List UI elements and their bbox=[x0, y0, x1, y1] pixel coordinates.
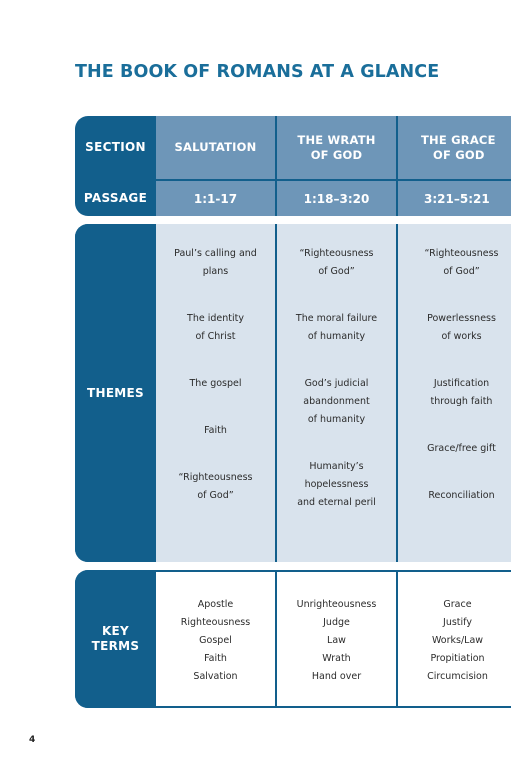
key-term: Law bbox=[327, 635, 346, 646]
key-term: Hand over bbox=[311, 671, 362, 682]
key-term: Judge bbox=[323, 617, 350, 628]
theme-item: Reconciliation bbox=[428, 490, 495, 501]
key-terms-block bbox=[75, 570, 511, 708]
key-term: Works/Law bbox=[431, 635, 484, 646]
key-term: Propitiation bbox=[430, 653, 485, 664]
section-header-wrath: THE WRATH OF GOD bbox=[277, 116, 396, 179]
passage-label: PASSAGE bbox=[83, 191, 148, 205]
themes-label: THEMES bbox=[86, 385, 144, 400]
theme-item: “Righteousness of God” bbox=[178, 472, 253, 501]
header-col-divider-2 bbox=[396, 116, 398, 216]
theme-item: Justification through faith bbox=[430, 378, 493, 407]
section-header-grace: THE GRACE OF GOD bbox=[398, 116, 511, 179]
key-term: Apostle bbox=[197, 599, 234, 610]
key-term: Salvation bbox=[193, 671, 238, 682]
section-label-cell bbox=[75, 116, 156, 179]
theme-item: “Righteousness of God” bbox=[424, 248, 499, 277]
key-term: Unrighteousness bbox=[296, 599, 377, 610]
passage-cell-grace: 3:21–5:21 bbox=[398, 181, 511, 216]
header-divider bbox=[156, 179, 511, 181]
passage-cell-wrath: 1:18–3:20 bbox=[277, 181, 396, 216]
passage-cell-salutation: 1:1-17 bbox=[156, 181, 275, 216]
theme-item: “Righteousness of God” bbox=[299, 248, 374, 277]
theme-item: The moral failure of humanity bbox=[295, 313, 378, 342]
key-terms-label-2: TERMS bbox=[91, 639, 140, 653]
key-term: Gospel bbox=[199, 635, 232, 646]
passage-label-cell bbox=[75, 181, 156, 216]
section-label: SECTION bbox=[85, 140, 146, 154]
page-title: THE BOOK OF ROMANS AT A GLANCE bbox=[75, 62, 440, 82]
themes-col-salutation bbox=[156, 224, 275, 562]
theme-item: Faith bbox=[204, 425, 227, 436]
key-term: Righteousness bbox=[180, 617, 251, 628]
page-number: 4 bbox=[29, 735, 36, 745]
themes-col-grace bbox=[398, 224, 511, 562]
themes-col-wrath bbox=[277, 224, 396, 562]
key-term: Faith bbox=[204, 653, 227, 664]
key-term: Grace bbox=[443, 599, 472, 610]
theme-item: God’s judicial abandonment of humanity bbox=[303, 378, 370, 425]
theme-item: Grace/free gift bbox=[427, 443, 496, 454]
theme-item: Humanity’s hopelessness and eternal peril bbox=[297, 461, 376, 508]
key-terms-col-grace bbox=[398, 572, 511, 706]
key-term: Wrath bbox=[322, 653, 351, 664]
section-header-salutation: SALUTATION bbox=[156, 116, 275, 179]
theme-item: Powerlessness of works bbox=[427, 313, 496, 342]
key-terms-label-1: KEY bbox=[101, 624, 130, 638]
theme-item: Paul’s calling and plans bbox=[174, 248, 257, 277]
key-term: Circumcision bbox=[427, 671, 488, 682]
header-col-divider-1 bbox=[275, 116, 277, 216]
themes-block bbox=[75, 224, 511, 562]
key-terms-col-salutation bbox=[156, 572, 275, 706]
header-block bbox=[75, 116, 511, 216]
themes-label-cell bbox=[75, 224, 156, 562]
key-terms-label-cell bbox=[75, 570, 156, 708]
theme-item: The gospel bbox=[189, 378, 242, 389]
key-term: Justify bbox=[443, 617, 472, 628]
key-terms-col-wrath bbox=[277, 572, 396, 706]
theme-item: The identity of Christ bbox=[187, 313, 244, 342]
